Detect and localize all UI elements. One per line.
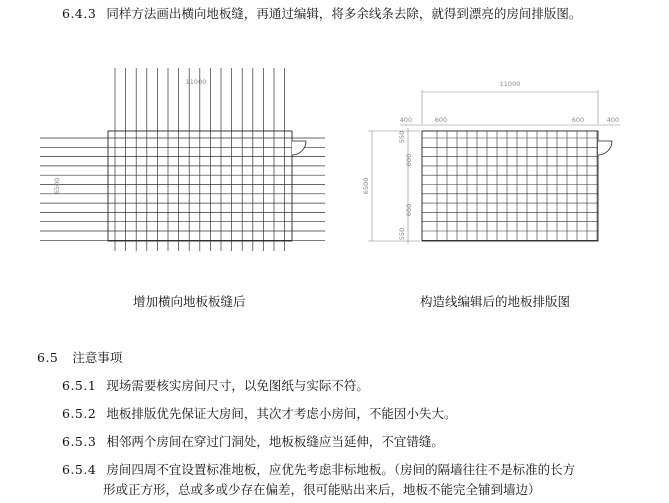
section-heading: [37, 350, 122, 366]
right-dim-height: 6500: [362, 177, 370, 195]
left-figure-caption: 增加横向地板板缝后: [133, 294, 246, 309]
left-floor-plan: [40, 68, 325, 251]
left-vertical-seams: [115, 68, 285, 251]
right-dim-tile-top-right: 600: [571, 116, 585, 124]
list-item: [62, 406, 456, 422]
right-dim-tile-top-left: 600: [434, 116, 448, 124]
item-text: 地板排版优先保证大房间，其次才考虑小房间，不能因小失大。: [106, 406, 457, 421]
left-dim-height: 6500: [53, 177, 61, 195]
section-title: 注意事项: [72, 350, 123, 365]
list-item: [62, 434, 444, 450]
item-number: 6.5.4: [62, 462, 97, 477]
intro-text: 同样方法画出横向地板缝，再通过编辑，将多余线条去除，就得到漂亮的房间排版图。: [106, 6, 582, 21]
left-dim-width: 11000: [185, 78, 207, 86]
right-dim-width: 11000: [499, 80, 521, 88]
right-door-swing: [598, 141, 612, 155]
item-number: 6.5.3: [62, 434, 97, 449]
item-text: 房间四周不宜设置标准地板，应优先考虑非标地板。（房间的隔墙往往不是标准的长方: [106, 462, 576, 477]
item-number: 6.5.2: [62, 406, 97, 421]
intro-number: 6.4.3: [62, 6, 97, 21]
item-text: 现场需要核实房间尺寸，以免图纸与实际不符。: [106, 378, 369, 393]
right-dim-v-bottom: 550: [398, 227, 406, 241]
right-dim-v-tile-upper: 600: [405, 153, 413, 167]
list-item: [62, 462, 575, 478]
left-door-swing: [292, 141, 306, 155]
right-figure-caption: 构造线编辑后的地板排版图: [420, 294, 571, 309]
right-dim-left-margin: 400: [399, 116, 413, 124]
item-text: 相邻两个房间在穿过门洞处，地板板缝应当延伸，不宜错缝。: [106, 434, 444, 449]
item-text-continuation: 形或正方形，总或多或少存在偏差，很可能贴出来后，地板不能完全铺到墙边）: [103, 482, 541, 497]
right-dim-right-margin: 400: [606, 116, 620, 124]
left-horizontal-seams: [40, 138, 325, 240]
section-number: 6.5: [37, 350, 59, 365]
list-item-continuation: [103, 482, 541, 498]
right-tile-grid: [422, 131, 598, 241]
item-number: 6.5.1: [62, 378, 97, 393]
right-dim-v-tile-lower: 600: [405, 203, 413, 217]
right-dim-v-top: 550: [398, 130, 406, 144]
list-item: [62, 378, 369, 394]
right-floor-plan: [362, 80, 620, 244]
